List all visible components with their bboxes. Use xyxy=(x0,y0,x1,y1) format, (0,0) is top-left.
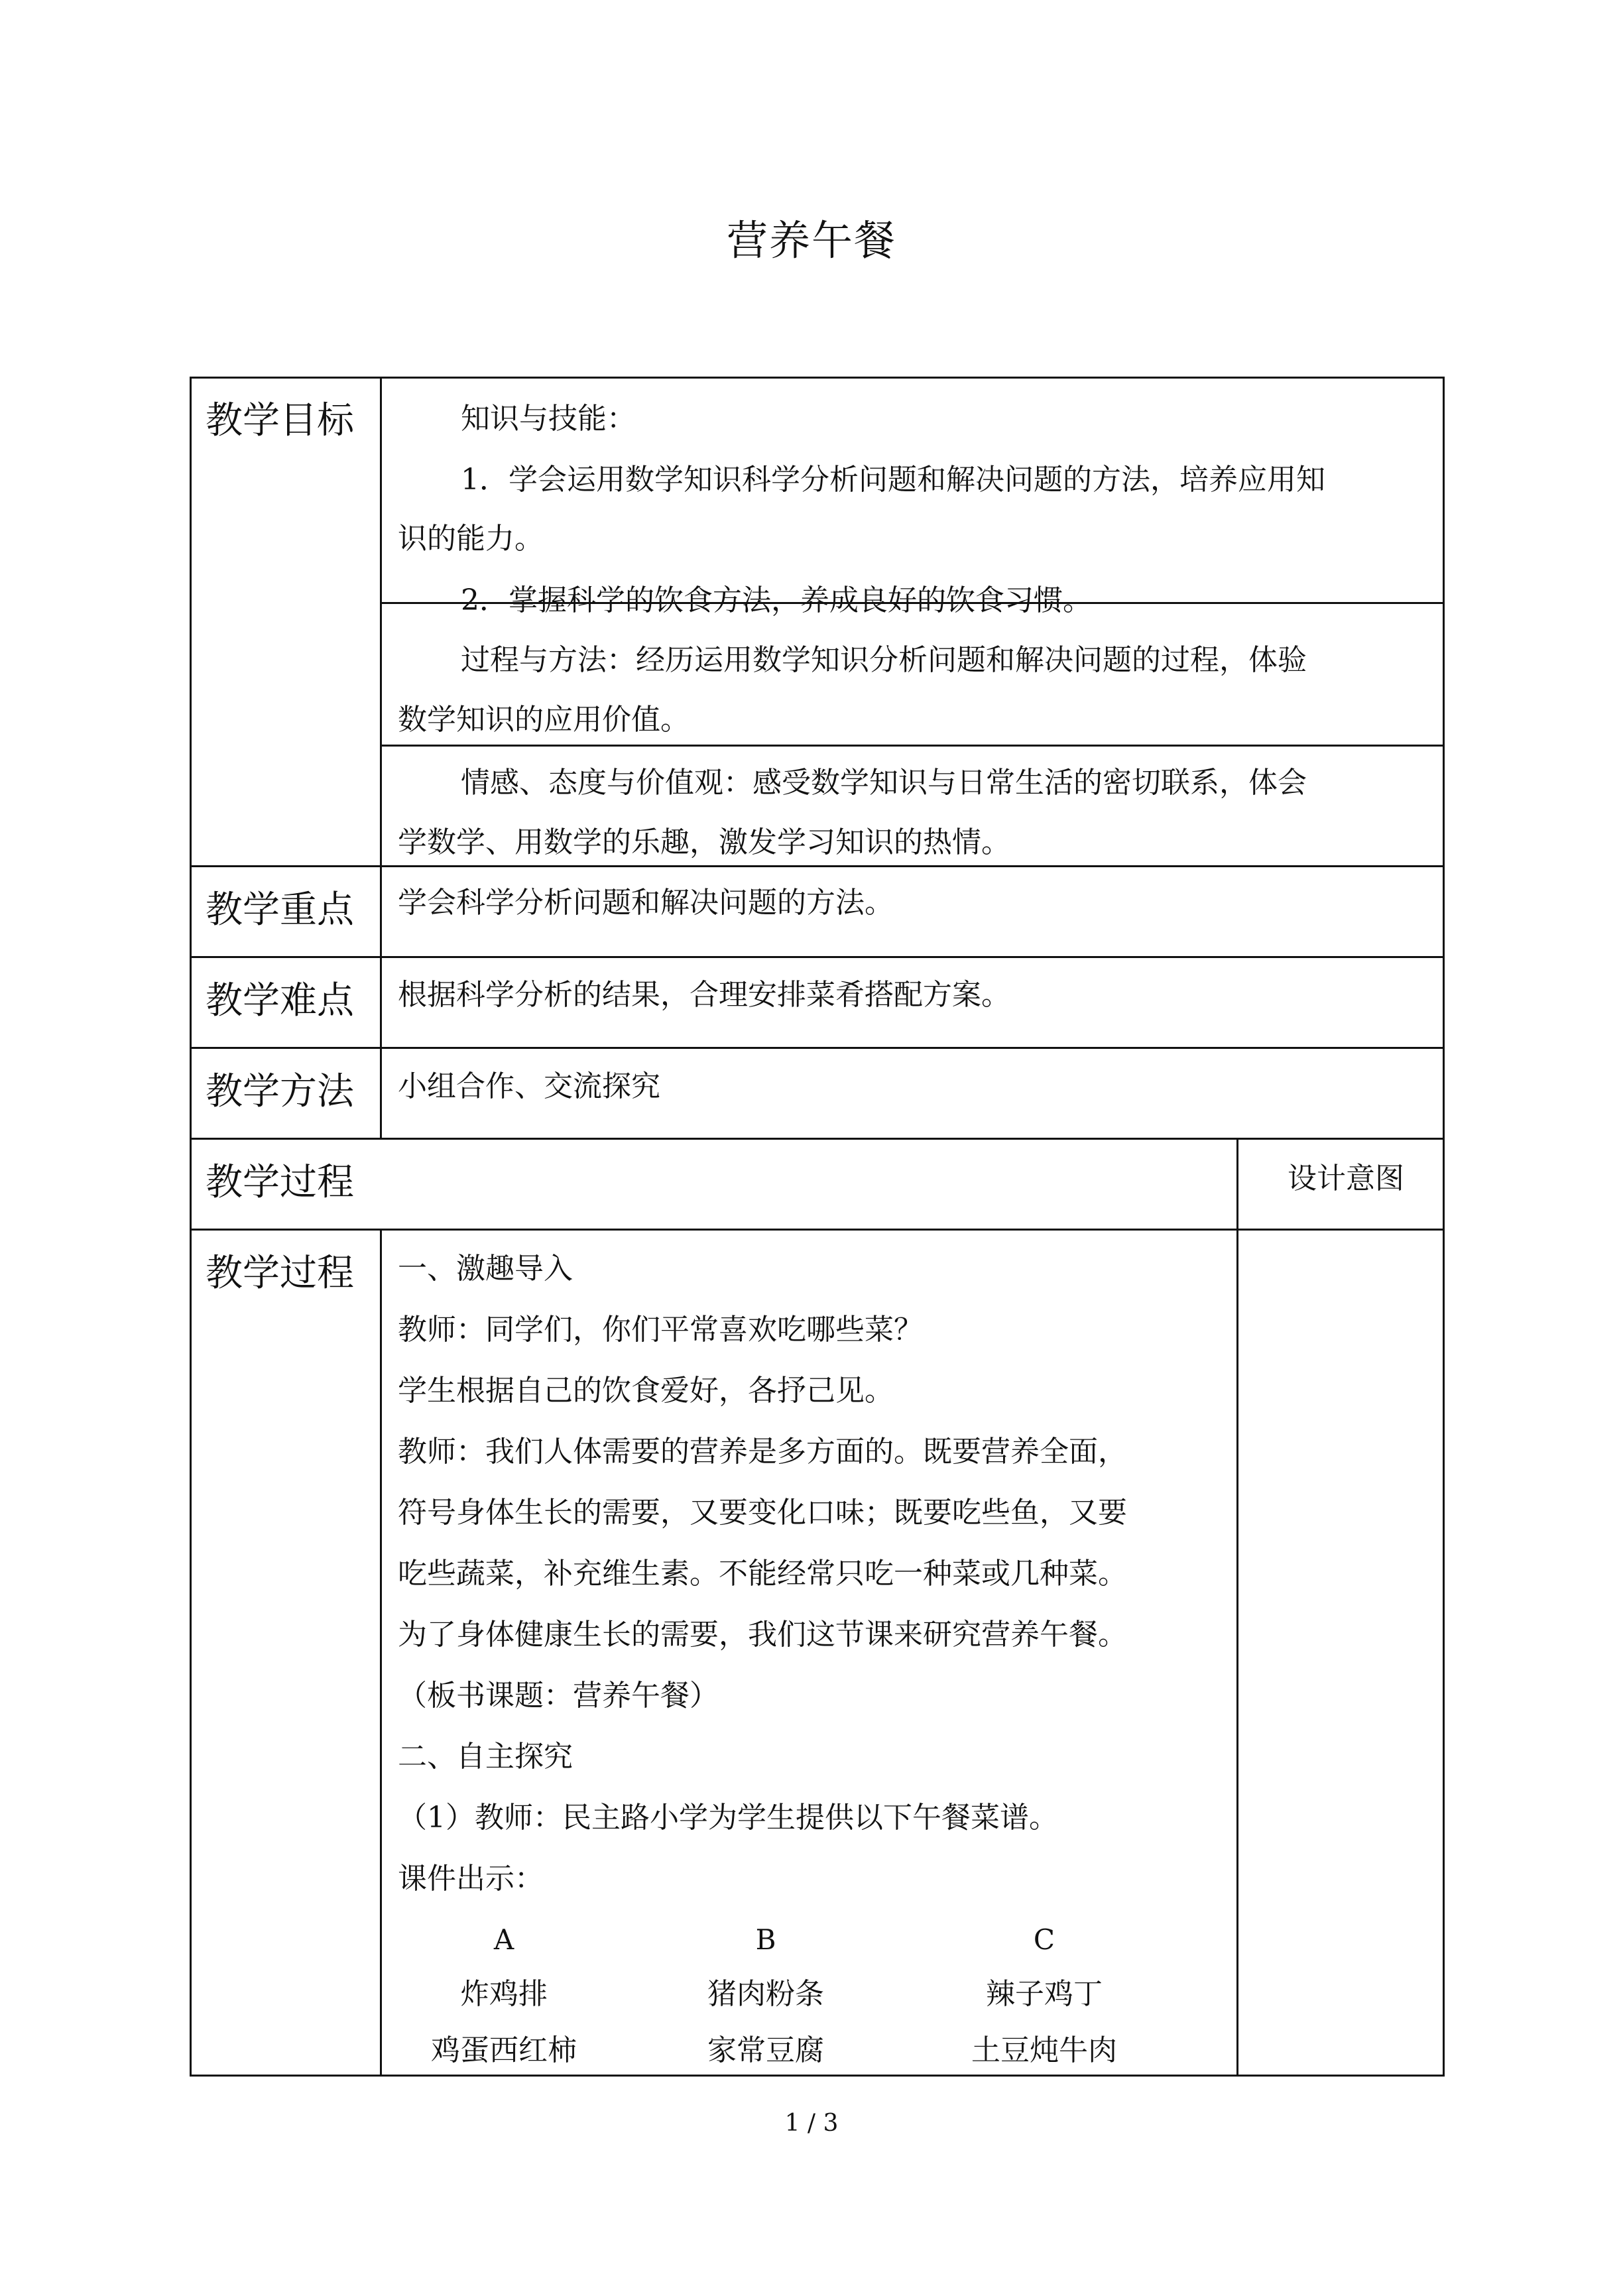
process-body-label: 教学过程 xyxy=(206,1252,354,1295)
method-text: 小组合作、交流探究 xyxy=(398,1069,660,1103)
label-column-divider-upper xyxy=(380,377,382,1140)
menu-item: 辣子鸡丁 xyxy=(986,1977,1103,2011)
difficulty-text: 根据科学分析的结果，合理安排菜肴搭配方案。 xyxy=(398,978,1010,1012)
objective-item1-line1: 1．学会运用数学知识科学分析问题和解决问题的方法，培养应用知 xyxy=(461,463,1325,497)
menu-item: 土豆炖牛肉 xyxy=(971,2033,1117,2067)
table-border-left xyxy=(190,377,192,2077)
table-border-top xyxy=(190,377,1445,379)
row-divider-emotion xyxy=(380,745,1445,747)
table-border-right xyxy=(1443,377,1445,2077)
menu-item: 炸鸡排 xyxy=(460,1977,548,2011)
keypoint-text: 学会科学分析问题和解决问题的方法。 xyxy=(398,886,894,920)
method-label: 教学方法 xyxy=(206,1070,354,1113)
process-line: 二、自主探究 xyxy=(398,1740,573,1774)
process-line: 教师：同学们，你们平常喜欢吃哪些菜？ xyxy=(398,1313,923,1347)
menu-header-b: B xyxy=(755,1923,776,1956)
process-line: 课件出示： xyxy=(398,1862,544,1896)
row-divider-difficulty xyxy=(190,956,1445,958)
process-line: （1）教师：民主路小学为学生提供以下午餐菜谱。 xyxy=(398,1801,1058,1835)
emotion-line1: 情感、态度与价值观：感受数学知识与日常生活的密切联系，体会 xyxy=(461,766,1307,800)
process-line: 学生根据自己的饮食爱好，各抒己见。 xyxy=(398,1374,894,1408)
process-line: 符号身体生长的需要，又要变化口味；既要吃些鱼，又要 xyxy=(398,1496,1127,1530)
process-header-label: 教学过程 xyxy=(206,1161,354,1204)
table-border-bottom xyxy=(190,2075,1445,2077)
row-divider-keypoint xyxy=(190,865,1445,867)
process-line: （板书课题：营养午餐） xyxy=(398,1679,719,1713)
row-divider-process-body xyxy=(190,1229,1445,1231)
objectives-label: 教学目标 xyxy=(206,399,354,442)
process-line: 吃些蔬菜，补充维生素。不能经常只吃一种菜或几种菜。 xyxy=(398,1557,1127,1591)
page-indicator: 1 / 3 xyxy=(784,2110,839,2137)
process-method-line1: 过程与方法：经历运用数学知识分析问题和解决问题的过程，体验 xyxy=(461,643,1307,677)
row-divider-process-header xyxy=(190,1138,1445,1140)
process-line: 教师：我们人体需要的营养是多方面的。既要营养全面， xyxy=(398,1435,1127,1469)
menu-header-c: C xyxy=(1033,1923,1055,1956)
knowledge-heading: 知识与技能： xyxy=(461,402,636,436)
design-intent-label: 设计意图 xyxy=(1288,1162,1404,1195)
design-column-divider xyxy=(1236,1138,1238,2077)
process-line: 为了身体健康生长的需要，我们这节课来研究营养午餐。 xyxy=(398,1618,1127,1652)
menu-item: 家常豆腐 xyxy=(707,2033,824,2067)
objective-item1-line2: 识的能力。 xyxy=(398,522,544,556)
menu-item: 鸡蛋西红柿 xyxy=(431,2033,577,2067)
difficulty-label: 教学难点 xyxy=(206,979,354,1022)
emotion-line2: 学数学、用数学的乐趣，激发学习知识的热情。 xyxy=(398,825,1010,859)
keypoint-label: 教学重点 xyxy=(206,888,354,932)
objective-item2: 2．掌握科学的饮食方法，养成良好的饮食习惯。 xyxy=(461,583,1092,617)
process-line: 一、激趣导入 xyxy=(398,1252,573,1286)
document-title: 营养午餐 xyxy=(726,216,896,265)
label-column-divider-lower xyxy=(380,1229,382,2077)
process-method-line2: 数学知识的应用价值。 xyxy=(398,703,690,737)
row-divider-method xyxy=(190,1047,1445,1049)
menu-header-a: A xyxy=(493,1923,514,1956)
menu-item: 猪肉粉条 xyxy=(707,1977,824,2011)
